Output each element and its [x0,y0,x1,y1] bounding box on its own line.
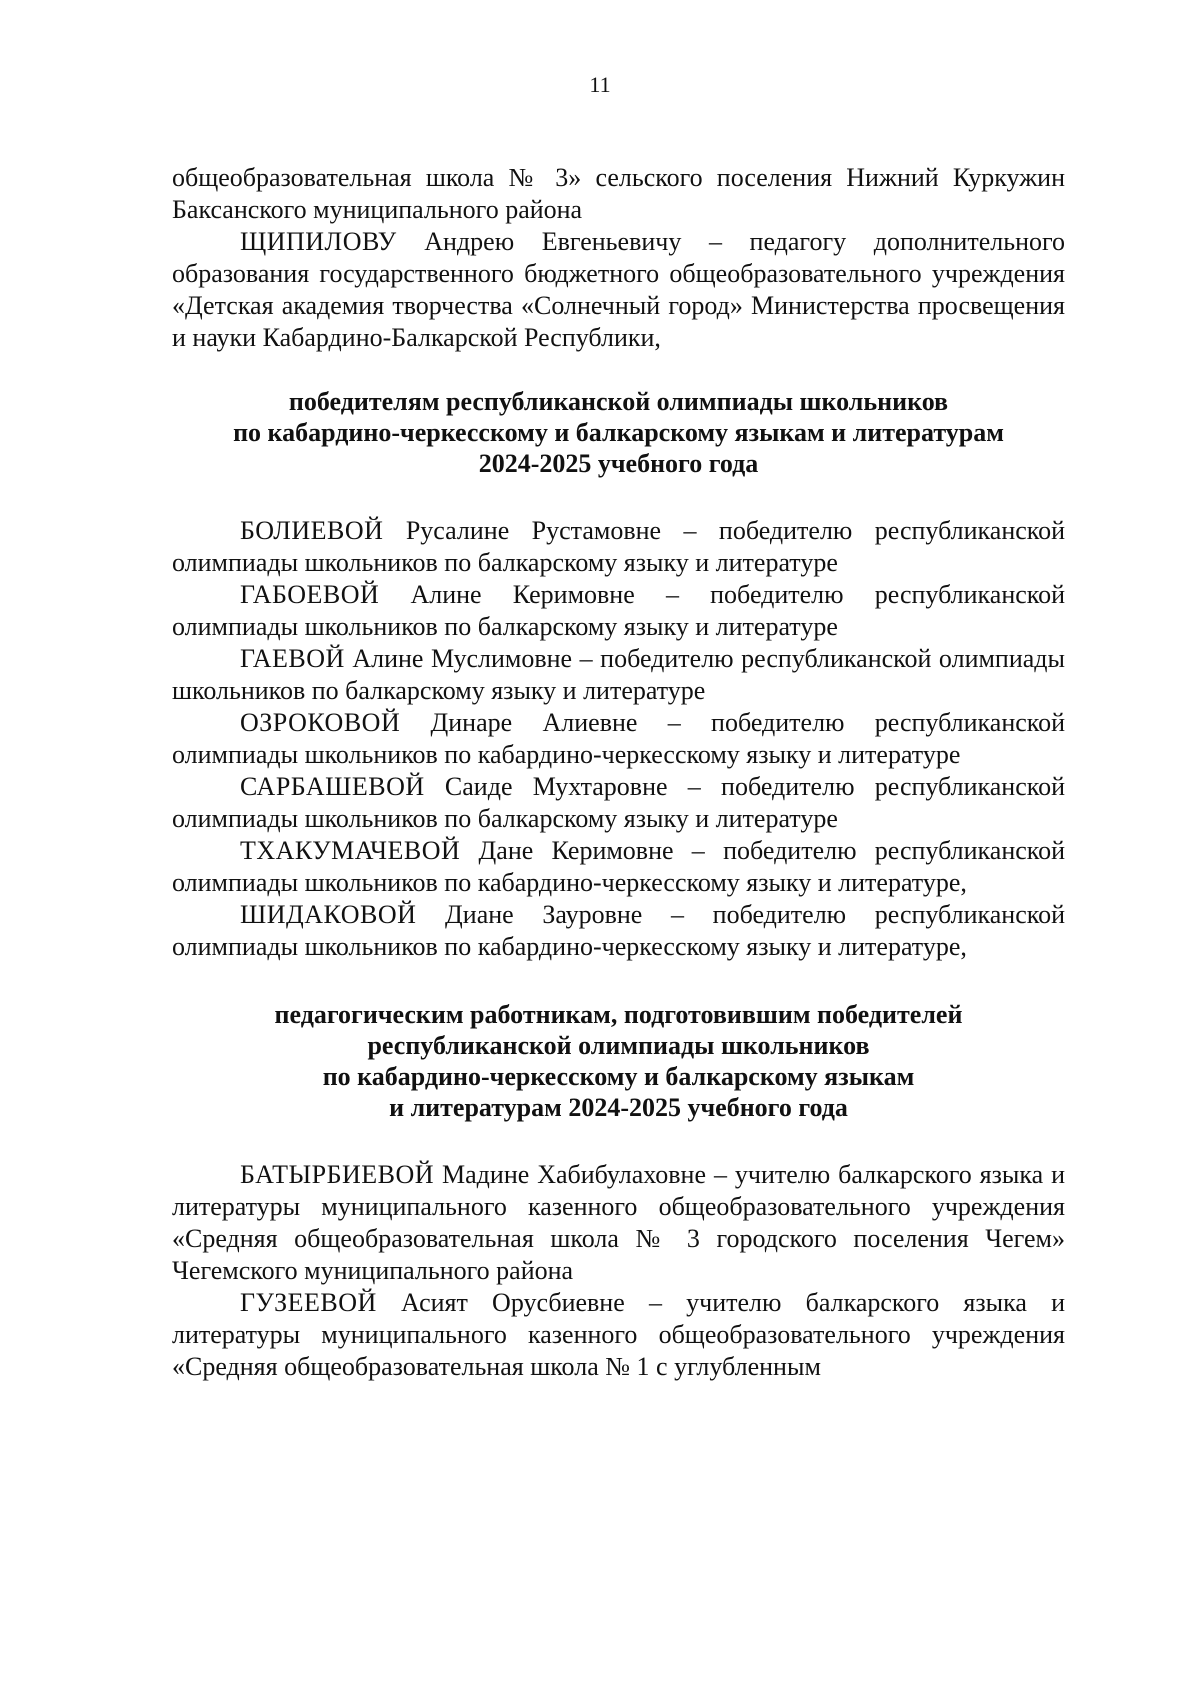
heading-line: по кабардино-черкесскому и балкарскому языкам и литературам [233,418,1004,447]
section-heading-winners [172,386,1065,479]
heading-line: по кабардино-черкесскому и балкарскому языкам [322,1062,915,1091]
winner-paragraph [172,579,1065,643]
winner-surname: ШИДАКОВОЙ [240,900,417,929]
winner-surname: ТХАКУМАЧЕВОЙ [240,836,461,865]
winner-paragraph [172,643,1065,707]
winner-surname: ОЗРОКОВОЙ [240,708,401,737]
page-number: 11 [589,72,611,97]
winner-paragraph [172,899,1065,963]
winner-paragraph [172,515,1065,579]
entry-text: Андрею Евгеньевичу – педагогу дополнительного образования государственного бюджетного общеобразовательного учреждения «Детская академия творчества «Солнечный город» Министерства просвещения и науки Кабардино-Балкарской Республики, [172,227,1065,352]
winner-paragraph [172,707,1065,771]
winner-text: Диане Зауровне – победителю республиканской олимпиады школьников по кабардино-черкесскому языку и литературе, [172,900,1065,961]
winner-surname: БОЛИЕВОЙ [240,516,384,545]
entry-surname: ЩИПИЛОВУ [240,227,397,256]
teacher-surname: ГУЗЕЕВОЙ [240,1288,377,1317]
entry-paragraph [172,226,1065,354]
heading-line: республиканской олимпиады школьников [367,1031,870,1060]
winner-text: Динаре Алиевне – победителю республиканской олимпиады школьников по кабардино-черкесскому языку и литературе [172,708,1065,769]
heading-line: и литературам 2024-2025 учебного года [389,1093,848,1122]
teacher-text: Асият Орусбиевне – учителю балкарского языка и литературы муниципального казенного общеобразовательного учреждения «Средняя общеобразовательная школа № 1 с углубленным [172,1288,1065,1381]
winner-text: Алине Муслимовне – победителю республиканской олимпиады школьников по балкарскому языку и литературе [172,644,1065,705]
teacher-paragraph [172,1159,1065,1287]
winner-text: Русалине Рустамовне – победителю республиканской олимпиады школьников по балкарскому языку и литературе [172,516,1065,577]
teacher-surname: БАТЫРБИЕВОЙ [240,1160,435,1189]
heading-line: 2024-2025 учебного года [478,449,759,478]
heading-line: победителям республиканской олимпиады школьников [288,387,949,416]
section-heading-teachers [172,999,1065,1123]
winner-text: Алине Керимовне – победителю республиканской олимпиады школьников по балкарскому языку и литературе [172,580,1065,641]
winner-surname: ГАЕВОЙ [240,644,345,673]
winner-paragraph [172,771,1065,835]
heading-line: педагогическим работникам, подготовившим победителей [274,1000,963,1029]
winner-paragraph [172,835,1065,899]
winner-surname: ГАБОЕВОЙ [240,580,380,609]
winner-text: Дане Керимовне – победителю республиканской олимпиады школьников по кабардино-черкесскому языку и литературе, [172,836,1065,897]
continuation-paragraph: общеобразовательная школа № 3» сельского поселения Нижний Куркужин Баксанского муниципального района [172,163,1065,224]
document-body [172,162,1065,1383]
teacher-paragraph [172,1287,1065,1383]
teacher-text: Мадине Хабибулаховне – учителю балкарского языка и литературы муниципального казенного общеобразовательного учреждения «Средняя общеобразовательная школа № 3 городского поселения Чегем» Чегемского муниципального района [172,1160,1065,1285]
winner-surname: САРБАШЕВОЙ [240,772,425,801]
winner-text: Саиде Мухтаровне – победителю республиканской олимпиады школьников по балкарскому языку и литературе [172,772,1065,833]
